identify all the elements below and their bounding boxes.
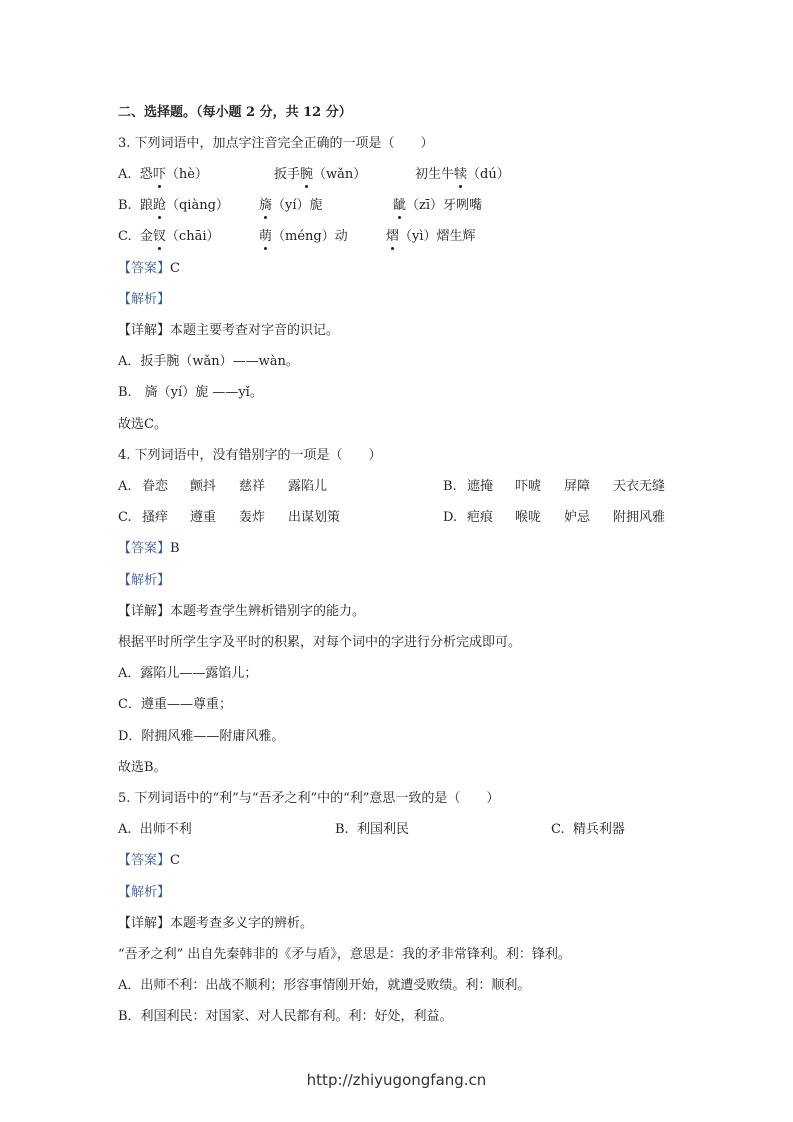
q4-option-d: D. — [443, 510, 458, 525]
footer-url: http://zhiyugongfang.cn — [306, 1071, 487, 1089]
q3-option-c-word2: 萌（méng）动 — [259, 229, 348, 244]
q3-option-c: C. 金钗（chāi） — [118, 229, 220, 244]
q5-detail: 【详解】本题考查多义字的辨析。 — [118, 916, 314, 931]
q4-option-b-word: 吓唬 — [515, 479, 542, 494]
q4-option-b-word: 遮掩 — [467, 479, 494, 494]
q5-detail-line: A．出师不利：出战不顺利；形容事情刚开始，就遭受败绩。利：顺利。 — [118, 978, 531, 993]
q5-analysis-tag: 【解析】 — [118, 885, 171, 900]
q4-option-d-word: 疤痕 — [467, 510, 494, 525]
q3-detail: 【详解】本题主要考查对字音的识记。 — [118, 323, 340, 338]
q4-option-c-word: 出谋划策 — [288, 510, 341, 525]
q4-detail-line: C．遵重——尊重； — [118, 697, 232, 712]
q5-option-a: A. 出师不利 — [118, 822, 192, 837]
q4-option-a-word: 慈祥 — [239, 479, 266, 494]
q4-option-a-word: 露陷儿 — [288, 479, 328, 494]
section-title: 二、选择题。（每小题 2 分，共 12 分） — [118, 105, 352, 120]
q4-option-d-word: 妒忌 — [564, 510, 591, 525]
q4-detail: 【详解】本题考查学生辨析错别字的能力。 — [118, 604, 366, 619]
q4-option-c-word: 搔痒 — [142, 510, 169, 525]
q4-option-b: B. — [443, 479, 457, 494]
q4-option-a-word: 眷恋 — [142, 479, 169, 494]
q3-option-a: A. 恐吓（hè） — [118, 167, 208, 182]
q3-option-c-word3: 熠（yì）熠生辉 — [386, 229, 476, 244]
q4-detail-line: 根据平时所学生字及平时的积累，对每个词中的字进行分析完成即可。 — [118, 635, 522, 650]
q4-detail-line: A．露陷儿——露馅儿； — [118, 666, 258, 681]
q3-answer: 【答案】C — [118, 261, 180, 276]
q4-option-c-word: 轰炸 — [239, 510, 266, 525]
q3-conclusion: 故选C。 — [118, 417, 167, 432]
q4-analysis-tag: 【解析】 — [118, 573, 171, 588]
q4-conclusion: 故选B。 — [118, 760, 167, 775]
q5-detail-line: “吾矛之利” 出自先秦韩非的《矛与盾》，意思是：我的矛非常锋利。利：锋利。 — [118, 947, 571, 962]
q4-answer: 【答案】B — [118, 541, 180, 556]
q5-option-b: B. 利国利民 — [335, 822, 409, 837]
q5-option-c: C. 精兵利器 — [551, 822, 625, 837]
q4-option-b-word: 屏障 — [564, 479, 591, 494]
q4-detail-line: D．附拥风雅——附庸风雅。 — [118, 729, 285, 744]
q4-option-d-word: 附拥风雅 — [613, 510, 666, 525]
q5-answer: 【答案】C — [118, 853, 180, 868]
q3-option-b-word3: 龇（zī）牙咧嘴 — [393, 198, 483, 213]
q3-detail-line: B. 旖（yí）旎 ——yǐ。 — [118, 385, 263, 400]
q3-option-b-word2: 旖（yí）旎 — [259, 198, 323, 213]
q4-stem: 4. 下列词语中，没有错别字的一项是（ ） — [118, 448, 382, 463]
q3-option-b: B. 踉跄（qiàng） — [118, 198, 229, 213]
q4-option-c: C. — [118, 510, 132, 525]
q4-option-a: A. — [118, 479, 132, 494]
q5-detail-line: B．利国利民：对国家、对人民都有利。利：好处，利益。 — [118, 1009, 453, 1024]
q4-option-b-word: 天衣无缝 — [613, 479, 666, 494]
q3-analysis-tag: 【解析】 — [118, 292, 171, 307]
q3-option-a-word2: 扳手腕（wǎn） — [274, 167, 367, 182]
q3-detail-line: A．扳手腕（wǎn）——wàn。 — [118, 354, 299, 369]
q4-option-c-word: 遵重 — [190, 510, 217, 525]
q3-stem: 3. 下列词语中，加点字注音完全正确的一项是（ ） — [118, 136, 434, 151]
q5-stem: 5. 下列词语中的“利”与“吾矛之利”中的“利”意思一致的是（ ） — [118, 791, 500, 806]
q3-option-a-word3: 初生牛犊（dú） — [415, 167, 510, 182]
q4-option-a-word: 颤抖 — [190, 479, 217, 494]
q4-option-d-word: 喉咙 — [515, 510, 542, 525]
